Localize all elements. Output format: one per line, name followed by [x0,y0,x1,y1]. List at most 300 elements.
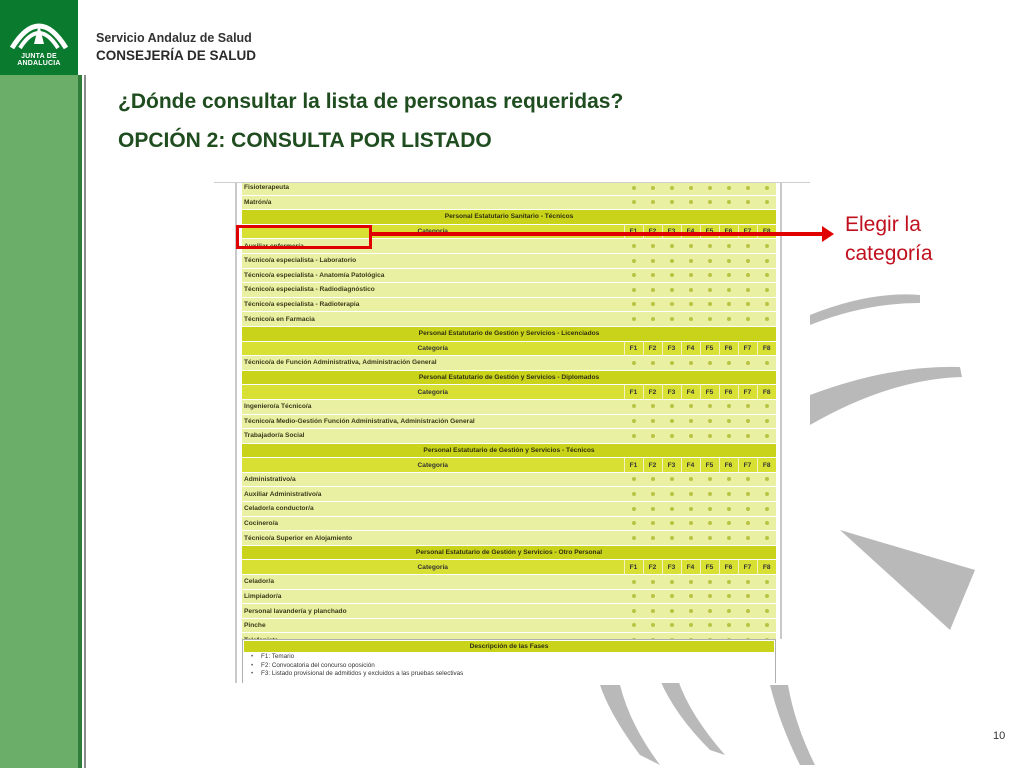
phase-dot-icon [708,477,712,481]
phase-dot-icon [727,492,731,496]
phase-dot-icon [746,521,750,525]
left-divider-rule [84,75,86,768]
phase-dot-icon [632,477,636,481]
phase-dot-icon [708,594,712,598]
phase-dot-icon [765,404,769,408]
phase-column-header: F4 [681,341,700,356]
phase-column-header: F4 [681,458,700,473]
phase-dot-icon [765,302,769,306]
category-name[interactable]: Técnico/a especialista - Radiodiagnóstico [242,283,624,298]
phase-dot-icon [746,186,750,190]
phase-dot-icon [689,273,693,277]
phase-dot-icon [651,273,655,277]
phase-status-cell [662,575,681,590]
phase-column-header: F1 [624,341,643,356]
phase-dot-icon [689,302,693,306]
phase-column-header: F4 [681,385,700,400]
phase-dot-icon [632,317,636,321]
phase-dot-icon [746,536,750,540]
phase-dot-icon [632,288,636,292]
phase-dot-icon [765,434,769,438]
phase-status-cell [624,531,643,546]
phase-status-cell [738,268,757,283]
phase-status-cell [700,283,719,298]
phase-status-cell [643,487,662,502]
category-row[interactable] [242,399,776,414]
category-row[interactable] [242,414,776,429]
phase-dot-icon [632,404,636,408]
phase-dot-icon [765,244,769,248]
phase-status-cell [662,429,681,444]
phase-dot-icon [670,623,674,627]
phase-dot-icon [670,404,674,408]
phase-dot-icon [670,477,674,481]
phase-status-cell [662,283,681,298]
phase-dot-icon [689,419,693,423]
phase-status-cell [662,414,681,429]
phase-status-cell [624,239,643,254]
phase-status-cell [662,399,681,414]
phase-status-cell [643,604,662,619]
phase-status-cell [662,487,681,502]
category-row[interactable] [242,487,776,502]
category-row[interactable] [242,589,776,604]
phase-status-cell [624,312,643,327]
phase-status-cell [643,268,662,283]
category-name[interactable]: Técnico/a en Farmacia [242,312,624,327]
phase-status-cell [624,589,643,604]
phase-status-cell [624,399,643,414]
phase-status-cell [719,297,738,312]
phase-dot-icon [651,186,655,190]
phase-status-cell [738,414,757,429]
phase-status-cell [738,516,757,531]
category-row[interactable] [242,618,776,633]
phase-dot-icon [708,492,712,496]
phase-status-cell [738,399,757,414]
phase-status-cell [738,589,757,604]
phase-status-cell [719,604,738,619]
phase-status-cell [719,356,738,371]
category-name[interactable]: Administrativo/a [242,472,624,487]
phase-column-header: F7 [738,341,757,356]
phase-dot-icon [689,580,693,584]
phase-status-cell [624,575,643,590]
phase-dot-icon [651,404,655,408]
phase-dot-icon [765,492,769,496]
phase-dot-icon [765,594,769,598]
phase-status-cell [700,429,719,444]
phases-description-title: Descripción de las Fases [244,641,774,652]
phase-dot-icon [746,273,750,277]
screenshot-right-edge [780,183,782,639]
phase-dot-icon [632,536,636,540]
category-row[interactable] [242,182,776,195]
phase-dot-icon [727,302,731,306]
phase-dot-icon [746,477,750,481]
phase-dot-icon [632,507,636,511]
section-title: Personal Estatutario Sanitario - Técnicos [242,210,776,225]
phase-status-cell [662,516,681,531]
phase-dot-icon [727,507,731,511]
phase-status-cell [662,589,681,604]
phase-dot-icon [727,477,731,481]
category-name[interactable]: Técnico/a especialista - Radioterapia [242,297,624,312]
phase-dot-icon [708,404,712,408]
phase-dot-icon [689,521,693,525]
screenshot-left-edge [235,183,237,683]
category-column-header: Categoría [242,341,624,356]
phase-status-cell [624,268,643,283]
phase-dot-icon [689,317,693,321]
phase-dot-icon [670,521,674,525]
phase-status-cell [681,414,700,429]
phase-column-header: F5 [700,560,719,575]
phase-status-cell [700,502,719,517]
phase-status-cell [757,182,776,195]
phase-status-cell [681,618,700,633]
phase-column-header: F2 [643,341,662,356]
phase-status-cell [681,531,700,546]
phase-dot-icon [689,244,693,248]
phase-dot-icon [746,404,750,408]
phase-status-cell [681,487,700,502]
highlight-auxiliar-enfermeria [236,225,372,249]
slide-subtitle: OPCIÓN 2: CONSULTA POR LISTADO [118,129,492,152]
category-column-header: Categoría [242,560,624,575]
phase-status-cell [757,414,776,429]
category-name[interactable]: Técnico/a Superior en Alojamiento [242,531,624,546]
phase-dot-icon [708,536,712,540]
category-row[interactable] [242,283,776,298]
phase-status-cell [719,312,738,327]
phase-dot-icon [670,492,674,496]
phase-dot-icon [708,273,712,277]
phase-dot-icon [746,507,750,511]
phase-dot-icon [727,609,731,613]
phase-status-cell [681,356,700,371]
phase-status-cell [624,604,643,619]
category-name[interactable]: Técnico/a de Función Administrativa, Administración General [242,356,624,371]
phase-dot-icon [765,521,769,525]
column-header-row [242,458,776,473]
phase-column-header: F3 [662,560,681,575]
phase-dot-icon [632,244,636,248]
category-name[interactable]: Cocinero/a [242,516,624,531]
category-name[interactable]: Matrón/a [242,195,624,210]
phase-dot-icon [727,419,731,423]
phase-dot-icon [632,259,636,263]
phase-status-cell [681,182,700,195]
phase-dot-icon [708,302,712,306]
phase-status-cell [700,604,719,619]
category-name[interactable]: Técnico/a especialista - Anatomía Patológica [242,268,624,283]
phase-status-cell [700,414,719,429]
phase-dot-icon [765,609,769,613]
phase-dot-icon [765,419,769,423]
phase-dot-icon [765,536,769,540]
phase-status-cell [662,531,681,546]
phase-dot-icon [689,186,693,190]
callout-line1: Elegir la [845,213,921,236]
phase-status-cell [700,356,719,371]
phase-dot-icon [727,273,731,277]
phase-status-cell [643,516,662,531]
phase-status-cell [624,472,643,487]
category-row[interactable] [242,604,776,619]
category-row[interactable] [242,297,776,312]
phase-status-cell [757,472,776,487]
phase-status-cell [624,182,643,195]
phase-status-cell [643,253,662,268]
category-phase-table [242,182,776,648]
section-header-row [242,443,776,458]
phase-dot-icon [765,580,769,584]
phase-dot-icon [727,623,731,627]
phase-status-cell [719,575,738,590]
category-name[interactable]: Auxiliar enfermería [242,239,624,254]
phase-dot-icon [746,434,750,438]
phase-status-cell [643,239,662,254]
phase-status-cell [757,195,776,210]
phase-dot-icon [632,609,636,613]
phase-dot-icon [765,259,769,263]
phase-status-cell [719,283,738,298]
phase-status-cell [719,487,738,502]
phase-status-cell [662,268,681,283]
category-row[interactable] [242,575,776,590]
phase-status-cell [757,253,776,268]
phase-column-header: F1 [624,458,643,473]
column-header-row [242,560,776,575]
phase-dot-icon [765,477,769,481]
category-row[interactable] [242,253,776,268]
phase-status-cell [624,297,643,312]
phase-dot-icon [689,623,693,627]
phase-status-cell [643,297,662,312]
phase-status-cell [757,283,776,298]
junta-emblem-icon [6,4,72,52]
phase-status-cell [643,531,662,546]
phase-status-cell [700,516,719,531]
phase-status-cell [662,239,681,254]
phase-status-cell [738,239,757,254]
category-name[interactable]: Celador/a [242,575,624,590]
phase-dot-icon [651,434,655,438]
phase-dot-icon [727,521,731,525]
phase-dot-icon [670,434,674,438]
phase-dot-icon [746,594,750,598]
phase-column-header: F8 [757,385,776,400]
phase-status-cell [681,589,700,604]
phase-status-cell [719,502,738,517]
phase-column-header: F5 [700,458,719,473]
category-row[interactable] [242,195,776,210]
brand-servicio-andaluz: Servicio Andaluz de Salud [96,31,252,45]
phase-status-cell [738,283,757,298]
phase-dot-icon [632,419,636,423]
phase-status-cell [624,618,643,633]
phase-status-cell [719,268,738,283]
section-title: Personal Estatutario de Gestión y Servicios - Licenciados [242,326,776,341]
phase-dot-icon [651,507,655,511]
phase-dot-icon [651,259,655,263]
section-header-row [242,370,776,385]
slide-title: ¿Dónde consultar la lista de personas requeridas? [118,90,624,113]
phase-status-cell [719,618,738,633]
phase-status-cell [643,182,662,195]
brand-consejeria: CONSEJERÍA DE SALUD [96,48,257,63]
phase-dot-icon [670,288,674,292]
phase-status-cell [719,531,738,546]
category-row[interactable] [242,429,776,444]
phase-status-cell [662,502,681,517]
phase-dot-icon [689,361,693,365]
phase-status-cell [643,312,662,327]
phase-status-cell [757,356,776,371]
phase-column-header: F8 [757,458,776,473]
logo-text: JUNTA DE ANDALUCIA [17,53,61,67]
phase-status-cell [738,487,757,502]
phase-dot-icon [689,507,693,511]
phase-status-cell [681,283,700,298]
phase-status-cell [624,429,643,444]
phase-dot-icon [689,609,693,613]
phase-status-cell [681,253,700,268]
category-name[interactable]: Técnico/a especialista - Laboratorio [242,253,624,268]
phase-dot-icon [708,317,712,321]
category-row[interactable] [242,502,776,517]
phase-dot-icon [651,477,655,481]
phase-dot-icon [727,434,731,438]
phase-dot-icon [727,594,731,598]
phase-status-cell [757,618,776,633]
phase-status-cell [624,502,643,517]
phase-dot-icon [708,259,712,263]
phase-status-cell [643,195,662,210]
phase-dot-icon [670,200,674,204]
phase-dot-icon [708,521,712,525]
phase-dot-icon [651,609,655,613]
phase-dot-icon [708,434,712,438]
phase-column-header: F2 [643,385,662,400]
column-header-row [242,385,776,400]
phase-status-cell [757,516,776,531]
phase-status-cell [681,502,700,517]
phase-status-cell [757,399,776,414]
callout-line2: categoría [845,242,933,265]
phase-column-header: F1 [624,560,643,575]
phase-dot-icon [670,273,674,277]
phase-dot-icon [689,594,693,598]
category-name[interactable]: Personal lavandería y planchado [242,604,624,619]
phase-dot-icon [708,361,712,365]
phase-dot-icon [670,259,674,263]
phase-dot-icon [765,361,769,365]
category-row[interactable] [242,516,776,531]
phase-dot-icon [632,492,636,496]
phase-dot-icon [708,609,712,613]
category-row[interactable] [242,312,776,327]
phase-dot-icon [632,273,636,277]
phase-status-cell [624,487,643,502]
phase-dot-icon [689,288,693,292]
phase-status-cell [681,604,700,619]
phase-status-cell [719,239,738,254]
phase-status-cell [681,297,700,312]
category-row[interactable] [242,472,776,487]
phase-status-cell [738,312,757,327]
phase-column-header: F3 [662,385,681,400]
phase-dot-icon [727,580,731,584]
phase-status-cell [624,253,643,268]
phase-status-cell [719,472,738,487]
phase-dot-icon [651,302,655,306]
phase-status-cell [681,312,700,327]
phase-column-header: F6 [719,385,738,400]
phase-status-cell [719,195,738,210]
category-name[interactable]: Técnico/a Medio-Gestión Función Administrativa, Administración General [242,414,624,429]
phase-column-header: F2 [643,560,662,575]
callout-arrow-line [372,232,824,236]
phase-status-cell [757,575,776,590]
phase-status-cell [738,182,757,195]
phase-dot-icon [670,609,674,613]
phase-status-cell [643,575,662,590]
phase-status-cell [700,297,719,312]
category-name[interactable]: Limpiador/a [242,589,624,604]
category-row[interactable] [242,268,776,283]
phase-dot-icon [670,536,674,540]
phase-status-cell [700,618,719,633]
phase-dot-icon [727,186,731,190]
phase-status-cell [643,283,662,298]
phase-dot-icon [632,521,636,525]
phase-status-cell [738,472,757,487]
phase-dot-icon [670,580,674,584]
phase-dot-icon [651,317,655,321]
category-name[interactable]: Celador/a conductor/a [242,502,624,517]
phase-dot-icon [708,507,712,511]
phase-dot-icon [689,536,693,540]
phase-status-cell [681,239,700,254]
phase-dot-icon [708,200,712,204]
phase-status-cell [719,253,738,268]
phase-column-header: F4 [681,560,700,575]
phase-status-cell [738,604,757,619]
category-name[interactable]: Pinche [242,618,624,633]
phase-description-item: • F3: Listado provisional de admitidos y excluidos a las pruebas selectivas [243,670,775,679]
phase-dot-icon [651,419,655,423]
category-name[interactable]: Trabajador/a Social [242,429,624,444]
category-name[interactable]: Auxiliar Administrativo/a [242,487,624,502]
category-row[interactable] [242,356,776,371]
phase-dot-icon [651,244,655,248]
category-name[interactable]: Ingeniero/a Técnico/a [242,399,624,414]
category-name[interactable]: Fisioterapeuta [242,182,624,195]
phases-description-box [242,639,776,683]
phase-status-cell [643,356,662,371]
phase-status-cell [757,312,776,327]
phase-dot-icon [651,361,655,365]
section-header-row [242,545,776,560]
phase-dot-icon [746,288,750,292]
category-row[interactable] [242,531,776,546]
phase-dot-icon [746,609,750,613]
phase-dot-icon [632,200,636,204]
phase-status-cell [719,516,738,531]
phase-dot-icon [651,492,655,496]
